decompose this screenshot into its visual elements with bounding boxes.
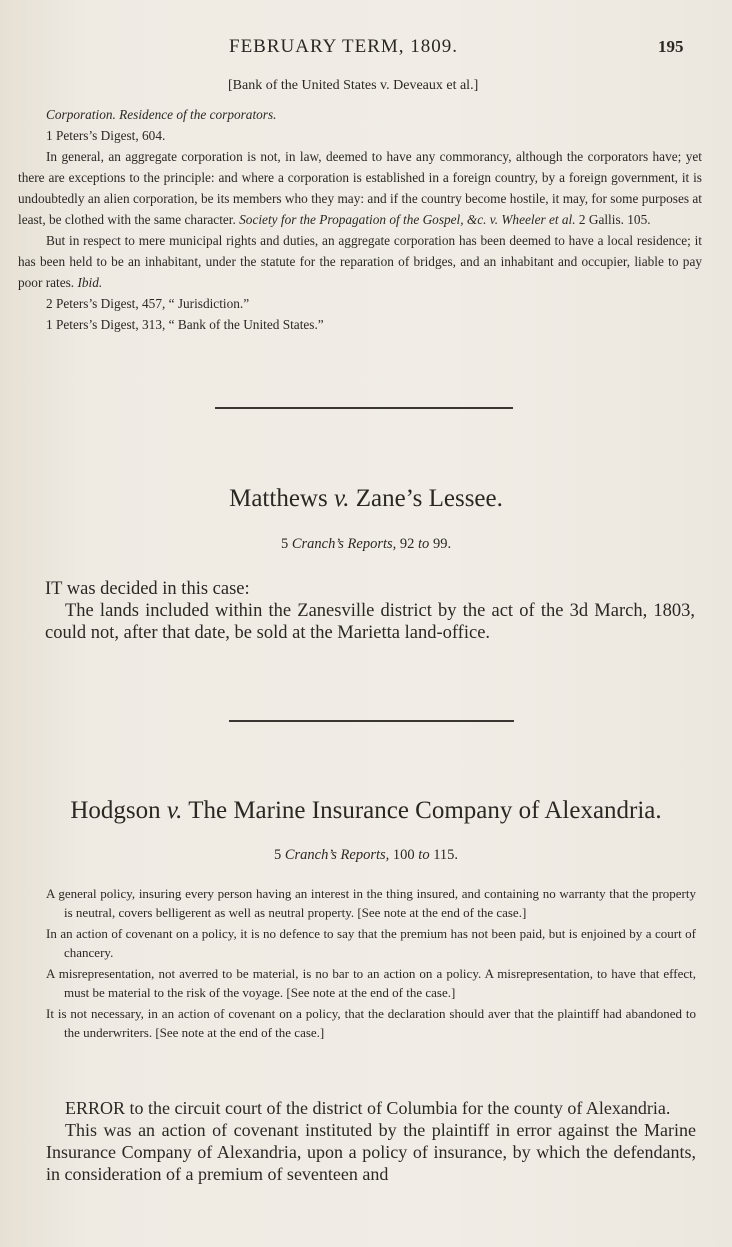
case2-body xyxy=(46,1097,696,1185)
note-reference-3: 1 Peters’s Digest, 313, “ Bank of the United States.” xyxy=(46,317,324,332)
case1-citation xyxy=(0,536,732,553)
case2-title-plaintiff: Hodgson xyxy=(70,797,161,824)
case1-holding-intro: IT was decided in this case: xyxy=(45,579,250,599)
case1-title-plaintiff: Matthews xyxy=(229,485,328,512)
case1-cite-end: 99. xyxy=(432,536,452,552)
headnote-item: It is not necessary, in an action of covenant on a policy, that the declaration should aver that the plaintiff had abandoned to the underwriters. [See note at the end of the case.] xyxy=(46,1006,696,1040)
case-subheading: [Bank of the United States v. Deveaux et al.] xyxy=(228,78,479,93)
section-divider-2 xyxy=(229,720,514,722)
case2-citation xyxy=(0,847,732,864)
note-paragraph-1-case: Society for the Propagation of the Gospel, &c. v. Wheeler et al. xyxy=(239,212,576,227)
annotation-note xyxy=(18,104,702,335)
case2-cite-end: 115. xyxy=(433,847,459,863)
note-paragraph-1 xyxy=(18,146,702,230)
case2-cite-start: 100 xyxy=(392,847,415,863)
case1-title-versus: v. xyxy=(333,485,350,512)
case1-holding xyxy=(45,578,695,644)
case2-title xyxy=(0,797,732,825)
case2-cite-to: to xyxy=(418,847,430,863)
note-heading-a: Corporation. xyxy=(46,107,116,122)
note-paragraph-1-text: In general, an aggregate corporation is not, in law, deemed to have any commorancy, although the corporators have; yet there are exceptions to the principle: and where a corporation is established in a foreign country, by a foreign government, it is undoubtedly an alien corporation, be its members who they may: and if the country become hostile, it may, for some purposes at least, be clothed with the same character. xyxy=(18,149,702,227)
note-paragraph-2 xyxy=(18,230,702,293)
case1-cite-volume: 5 xyxy=(280,536,289,552)
case2-title-defendant: The Marine Insurance Company of Alexandria. xyxy=(188,797,662,824)
case1-title-defendant: Zane’s Lessee. xyxy=(355,485,503,512)
note-paragraph-1-cite: 2 Gallis. 105. xyxy=(578,212,651,227)
page-header xyxy=(0,36,732,62)
case1-holding-text: The lands included within the Zanesville district by the act of the 3d March, 1803, could not, after that date, be sold at the Marietta land-office. xyxy=(45,601,695,643)
case1-cite-reporter: Cranch’s Reports, xyxy=(291,536,397,552)
headnote-item: In an action of covenant on a policy, it is no defence to say that the premium has not been paid, but is enjoined by a court of chancery. xyxy=(46,926,696,960)
headnote-item: A general policy, insuring every person having an interest in the thing insured, and containing no warranty that the property is neutral, covers belligerent as well as neutral property. [See note at the end of the case.] xyxy=(46,886,696,920)
note-paragraph-2-ibid: Ibid. xyxy=(77,275,103,290)
running-head: FEBRUARY TERM, 1809. xyxy=(229,36,459,57)
case2-body-paragraph-1: ERROR to the circuit court of the district of Columbia for the county of Alexandria. xyxy=(65,1098,671,1118)
case1-title xyxy=(0,485,732,513)
note-reference-1: 1 Peters’s Digest, 604. xyxy=(46,128,166,143)
section-divider-1 xyxy=(215,407,513,409)
note-reference-2: 2 Peters’s Digest, 457, “ Jurisdiction.” xyxy=(46,296,250,311)
case2-body-paragraph-2: This was an action of covenant instituted by the plaintiff in error against the Marine Insurance Company of Alexandria, upon a policy of insurance, by which the defendants, in consideration of a premium of seventeen and xyxy=(46,1120,696,1184)
note-heading xyxy=(18,104,702,125)
page-number: 195 xyxy=(658,37,684,56)
headnote-item: A misrepresentation, not averred to be material, is no bar to an action on a policy. A misrepresentation, to have that effect, must be material to the risk of the voyage. [See note at the end of the case.] xyxy=(46,966,696,1000)
case1-cite-to: to xyxy=(418,536,430,552)
note-paragraph-2-text: But in respect to mere municipal rights and duties, an aggregate corporation has been deemed to have a local residence; it has been held to be an inhabitant, under the statute for the reparation of bridges, and an inhabitant and occupier, liable to pay poor rates. xyxy=(18,233,702,290)
case1-cite-start: 92 xyxy=(399,536,415,552)
case2-title-versus: v. xyxy=(166,797,183,824)
case2-cite-reporter: Cranch’s Reports, xyxy=(284,847,390,863)
note-heading-b: Residence of the corporators. xyxy=(119,107,277,122)
case2-headnotes xyxy=(46,884,696,1044)
case2-cite-volume: 5 xyxy=(273,847,282,863)
